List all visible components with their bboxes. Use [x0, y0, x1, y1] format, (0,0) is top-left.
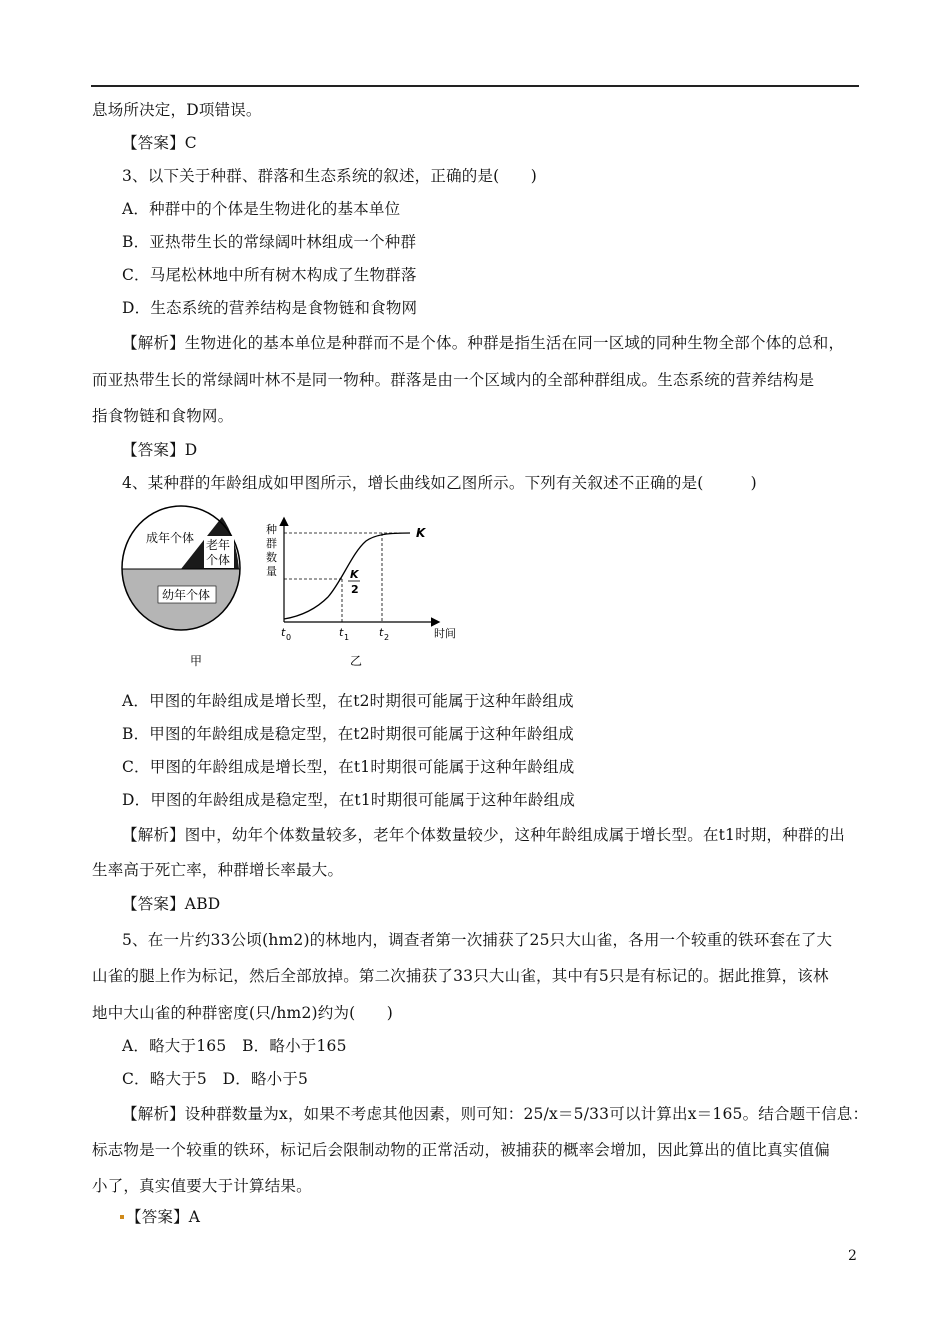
question-5-cont: 地中大山雀的种群密度(只/hm2)约为( )	[92, 1004, 394, 1022]
option-d: D．生态系统的营养结构是食物链和食物网	[122, 299, 418, 317]
question-3: 3、以下关于种群、群落和生态系统的叙述，正确的是( )	[122, 167, 538, 185]
ylabel-char: 群	[266, 537, 277, 550]
xlabel: 时间	[434, 627, 456, 640]
analysis-line: 生率高于死亡率，种群增长率最大。	[92, 861, 344, 879]
t1-sub: 1	[344, 633, 350, 642]
young-sector	[120, 569, 250, 639]
analysis-line: 【解析】设种群数量为x，如果不考虑其他因素，则可知：25/x＝5/33可以计算出x＝165。结合题干信息：	[122, 1105, 869, 1123]
young-label: 幼年个体	[162, 588, 211, 602]
option-a: A．甲图的年龄组成是增长型，在t2时期很可能属于这种年龄组成	[122, 692, 574, 710]
option-b: B．亚热带生长的常绿阔叶林组成一个种群	[122, 233, 417, 251]
option-cd: C．略大于5 D．略小于5	[122, 1070, 309, 1088]
analysis-line: 标志物是一个较重的铁环，标记后会限制动物的正常活动，被捕获的概率会增加，因此算出的值比真实值偏	[92, 1141, 830, 1159]
ylabel-char: 数	[266, 551, 277, 564]
bullet-mark	[120, 1215, 124, 1219]
option-ab: A．略大于165 B．略小于165	[122, 1037, 347, 1055]
ylabel-char: 种	[266, 523, 277, 536]
ylabel-char: 量	[266, 565, 277, 578]
text-line: 息场所决定，D项错误。	[92, 101, 262, 119]
option-b: B．甲图的年龄组成是稳定型，在t2时期很可能属于这种年龄组成	[122, 725, 574, 743]
analysis-line: 指食物链和食物网。	[92, 407, 234, 425]
option-d: D．甲图的年龄组成是稳定型，在t1时期很可能属于这种年龄组成	[122, 791, 576, 809]
k-half-den: 2	[351, 583, 359, 596]
answer-line: 【答案】ABD	[122, 895, 221, 913]
option-c: C．马尾松林地中所有树木构成了生物群落	[122, 266, 417, 284]
old-label-1: 老年	[206, 538, 231, 552]
s-curve	[284, 533, 410, 619]
old-label-2: 个体	[206, 553, 231, 567]
t1-label: t	[339, 626, 344, 639]
analysis-line: 【解析】图中，幼年个体数量较多，老年个体数量较少，这种年龄组成属于增长型。在t1时期，种群的出	[122, 826, 845, 844]
pie-caption: 甲	[190, 654, 203, 668]
answer-line: 【答案】D	[122, 441, 198, 459]
analysis-line: 而亚热带生长的常绿阔叶林不是同一物种。群落是由一个区域内的全部种群组成。生态系统的营养结构是	[92, 371, 815, 389]
analysis-line: 【解析】生物进化的基本单位是种群而不是个体。种群是指生活在同一区域的同种生物全部个体的总和，	[122, 334, 845, 352]
answer-line: 【答案】A	[126, 1208, 201, 1226]
page-number: 2	[848, 1248, 857, 1264]
option-c: C．甲图的年龄组成是增长型，在t1时期很可能属于这种年龄组成	[122, 758, 575, 776]
t0-sub: 0	[286, 633, 292, 642]
question-5-cont: 山雀的腿上作为标记，然后全部放掉。第二次捕获了33只大山雀，其中有5只是有标记的。据此推算，该林	[92, 967, 829, 985]
age-structure-pie	[120, 506, 250, 668]
option-a: A．种群中的个体是生物进化的基本单位	[122, 200, 401, 218]
question-4: 4、某种群的年龄组成如甲图所示，增长曲线如乙图所示。下列有关叙述不正确的是( )	[122, 474, 757, 492]
t2-label: t	[379, 626, 384, 639]
k-label: K	[416, 526, 426, 540]
t0-label: t	[281, 626, 286, 639]
adult-label: 成年个体	[146, 531, 195, 545]
curve-caption: 乙	[350, 654, 363, 668]
answer-line: 【答案】C	[122, 134, 197, 152]
t2-sub: 2	[384, 633, 390, 642]
analysis-line: 小了，真实值要大于计算结果。	[92, 1177, 312, 1195]
growth-curve-chart	[266, 519, 456, 668]
k-half-num: K	[350, 568, 359, 581]
question-4-figure	[120, 505, 480, 675]
header-rule	[91, 85, 859, 87]
question-5: 5、在一片约33公顷(hm2)的林地内，调查者第一次捕获了25只大山雀，各用一个较重的铁环套在了大	[122, 931, 833, 949]
